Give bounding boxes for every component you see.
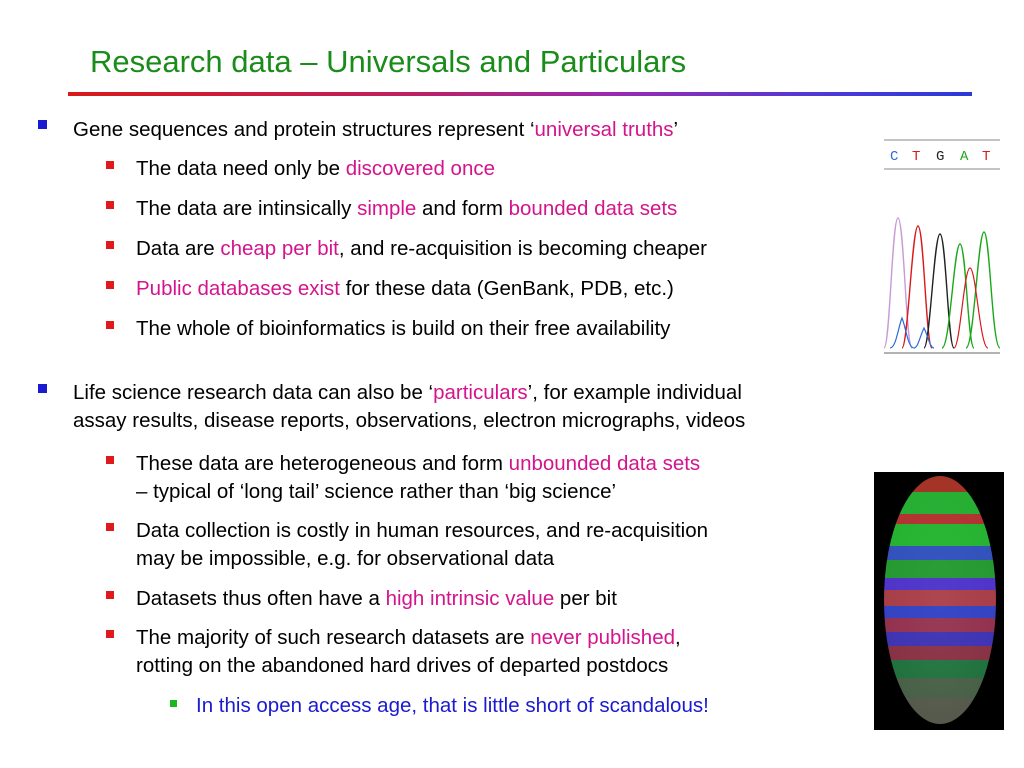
text-segment: Datasets thus often have a (136, 587, 386, 610)
sub-bullet-marker (106, 321, 114, 329)
highlight-bounded-data-sets: bounded data sets (508, 197, 678, 220)
text-segment: The majority of such research datasets are (136, 626, 531, 649)
sub-bullet-marker (106, 281, 114, 289)
sub-bullet-public-databases (136, 279, 674, 300)
text-segment: Data are (136, 237, 221, 260)
sub-bullet-marker (106, 523, 114, 531)
slide-title: Research data – Universals and Particulars (90, 44, 687, 79)
bullet-particulars (73, 383, 742, 404)
highlight-cheap-per-bit: cheap per bit (220, 237, 339, 260)
text-segment: Life science research data can also be ‘ (73, 381, 434, 404)
sequence-letter: T (912, 149, 921, 165)
highlight-discovered-once: discovered once (345, 157, 496, 180)
sub-bullet-marker (106, 456, 114, 464)
text-segment: per bit (554, 587, 617, 610)
sub-bullet-discovered-once (136, 159, 495, 180)
text-segment: ’, for example individual (527, 381, 742, 404)
bullet-marker (38, 384, 47, 393)
sub-bullet-never-published-line2: rotting on the abandoned hard drives of departed postdocs (136, 654, 669, 677)
sequence-letter: C (890, 149, 899, 165)
text-segment: These data are heterogeneous and form (136, 452, 509, 475)
sequence-letter: T (982, 149, 991, 165)
text-segment: and form (416, 197, 509, 220)
dna-sequence-letters-image (884, 138, 1000, 172)
highlight-particulars: particulars (433, 381, 528, 404)
sub-bullet-bioinformatics: The whole of bioinformatics is build on their free availability (136, 317, 671, 340)
sub-bullet-cheap-per-bit (136, 239, 707, 260)
dna-chromatogram-image (884, 208, 1000, 354)
sub-bullet-costly: Data collection is costly in human resources, and re-acquisition (136, 519, 708, 542)
sub-bullet-unbounded-line2: – typical of ‘long tail’ science rather than ‘big science’ (136, 480, 617, 503)
bullet-particulars-line2: assay results, disease reports, observations, electron micrographs, videos (73, 409, 746, 432)
text-segment: , and re-acquisition is becoming cheaper (338, 237, 707, 260)
sub-bullet-unbounded (136, 454, 700, 475)
sub-bullet-marker (106, 241, 114, 249)
fluorescent-embryo-image (874, 472, 1004, 730)
highlight-simple: simple (357, 197, 417, 220)
sequence-letter: A (960, 149, 969, 165)
sub-bullet-marker (106, 591, 114, 599)
sub-bullet-simple (136, 199, 677, 220)
sub-bullet-marker (106, 161, 114, 169)
sub-bullet-costly-line2: may be impossible, e.g. for observational data (136, 547, 555, 570)
highlight-public-databases-exist: Public databases exist (136, 277, 340, 300)
sub-bullet-marker (106, 630, 114, 638)
sub-bullet-marker (106, 201, 114, 209)
text-segment: ’ (673, 118, 679, 141)
sub-sub-bullet-marker (170, 700, 177, 707)
text-segment: Gene sequences and protein structures represent ‘ (73, 118, 535, 141)
text-segment: for these data (GenBank, PDB, etc.) (339, 277, 674, 300)
title-divider (68, 92, 972, 96)
sub-bullet-intrinsic-value (136, 589, 617, 610)
bullet-universal-truths (73, 120, 678, 141)
highlight-never-published: never published (530, 626, 675, 649)
text-segment: The data need only be (136, 157, 346, 180)
highlight-universal-truths: universal truths (534, 118, 674, 141)
sub-sub-bullet-scandalous: In this open access age, that is little short of scandalous! (196, 694, 709, 717)
highlight-unbounded-data-sets: unbounded data sets (508, 452, 701, 475)
bullet-marker (38, 120, 47, 129)
sequence-letter: G (936, 149, 945, 165)
highlight-high-intrinsic-value: high intrinsic value (385, 587, 555, 610)
text-segment: The data are intinsically (136, 197, 358, 220)
text-segment: , (675, 626, 681, 649)
sub-bullet-never-published (136, 628, 681, 649)
